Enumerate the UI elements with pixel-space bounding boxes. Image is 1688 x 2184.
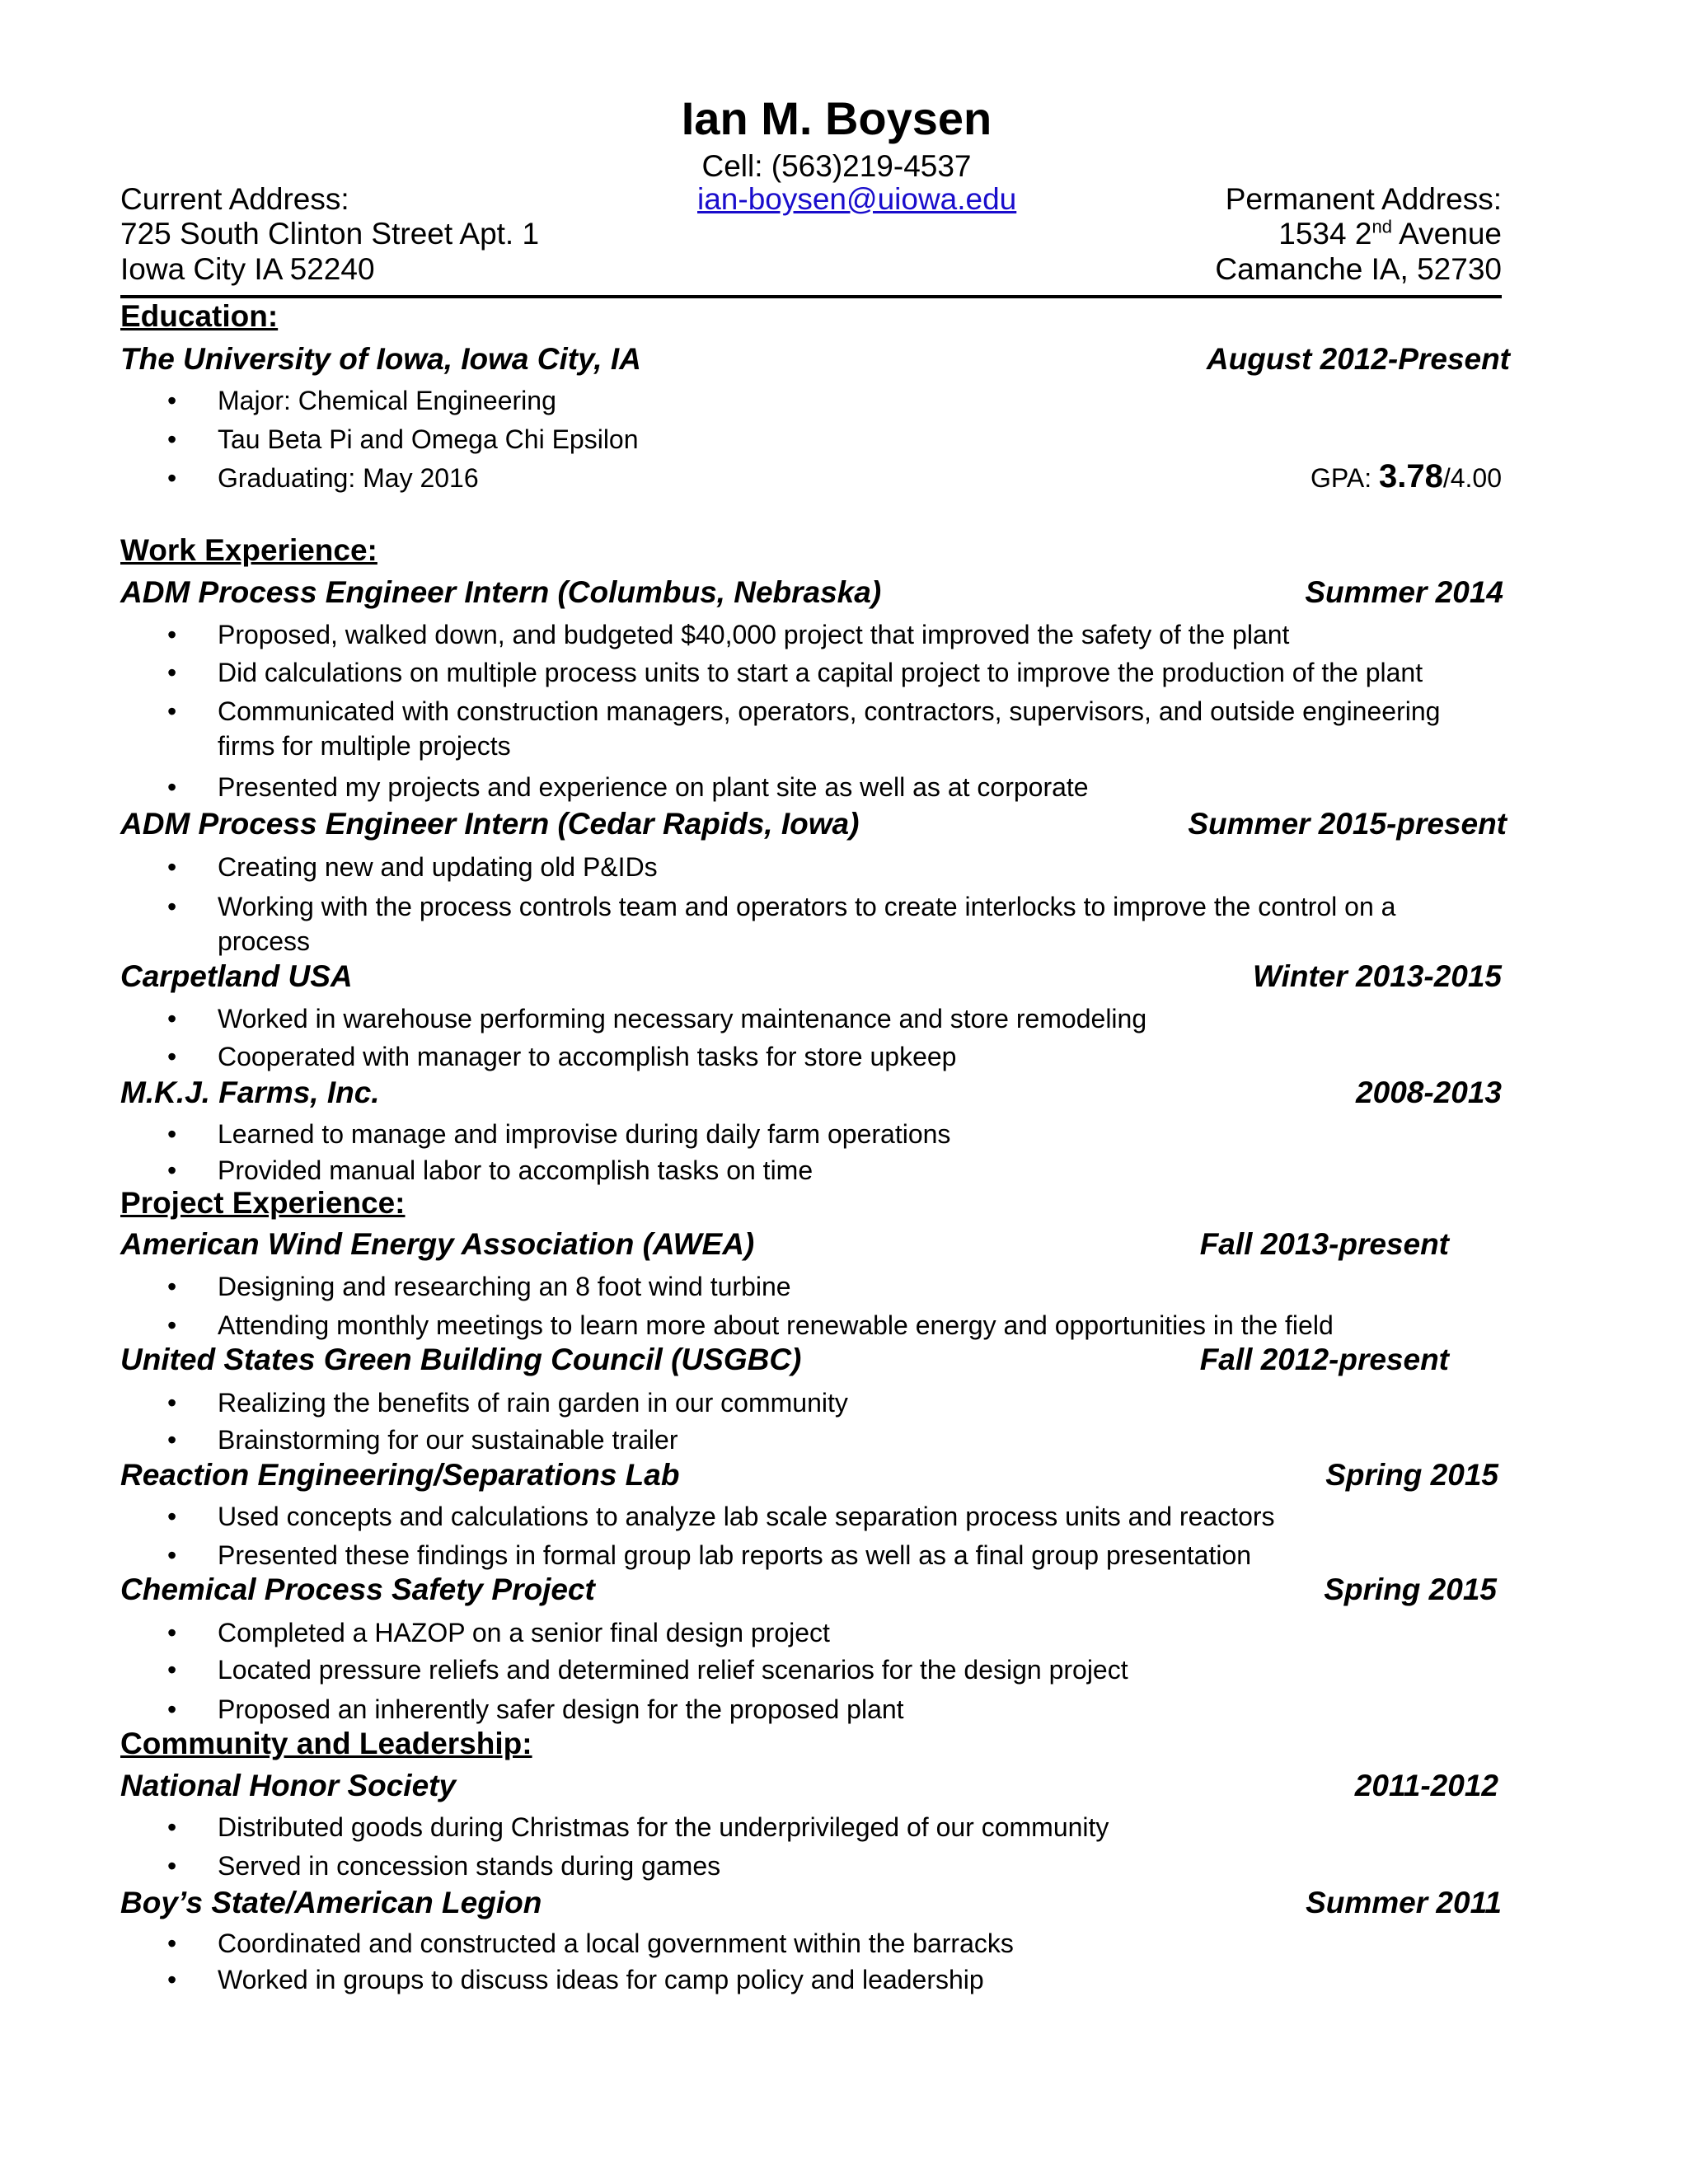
- section-community-heading: Community and Leadership:: [120, 1727, 532, 1760]
- work-entry-title: ADM Process Engineer Intern (Cedar Rapids, Iowa): [120, 807, 860, 841]
- section-education-heading: Education:: [120, 299, 279, 333]
- work-entry-title: Carpetland USA: [120, 959, 353, 993]
- list-item: Creating new and updating old P&IDs: [218, 852, 658, 882]
- bullet-dot: •: [167, 463, 177, 493]
- permanent-address-line1: 1534 2nd Avenue: [1278, 216, 1502, 251]
- community-entry-dates: Summer 2011: [1306, 1886, 1502, 1919]
- resume-name: Ian M. Boysen: [681, 92, 992, 144]
- education-school: The University of Iowa, Iowa City, IA: [120, 342, 641, 376]
- work-entry-title: M.K.J. Farms, Inc.: [120, 1076, 380, 1109]
- bullet-dot: •: [167, 1425, 177, 1455]
- list-item: Working with the process controls team and operators to create interlocks to improve the control on a: [218, 892, 1396, 921]
- project-entry-title: Chemical Process Safety Project: [120, 1572, 595, 1606]
- project-entry-title: United States Green Building Council (USGBC): [120, 1343, 802, 1376]
- bullet-dot: •: [167, 1119, 177, 1149]
- list-item: Presented my projects and experience on plant site as well as at corporate: [218, 772, 1089, 802]
- email-link[interactable]: ian-boysen@uiowa.edu: [697, 182, 1017, 216]
- list-item: Communicated with construction managers, operators, contractors, supervisors, and outside engineering: [218, 696, 1441, 726]
- list-item: Coordinated and constructed a local government within the barracks: [218, 1929, 1014, 1958]
- bullet-dot: •: [167, 852, 177, 882]
- bullet-dot: •: [167, 1272, 177, 1301]
- bullet-dot: •: [167, 1155, 177, 1185]
- section-work-heading: Work Experience:: [120, 533, 377, 567]
- list-item: Completed a HAZOP on a senior final design project: [218, 1618, 830, 1647]
- list-item-continuation: firms for multiple projects: [218, 731, 511, 761]
- bullet-dot: •: [167, 1004, 177, 1033]
- cell-phone: Cell: (563)219-4537: [701, 149, 972, 183]
- bullet-dot: •: [167, 1694, 177, 1724]
- section-projects-heading: Project Experience:: [120, 1186, 406, 1220]
- bullet-dot: •: [167, 620, 177, 649]
- bullet-dot: •: [167, 1929, 177, 1958]
- community-entry-dates: 2011-2012: [1354, 1769, 1498, 1802]
- work-entry-dates: Summer 2015-present: [1188, 807, 1507, 841]
- list-item: Graduating: May 2016: [218, 463, 479, 493]
- community-entry-title: Boy’s State/American Legion: [120, 1886, 542, 1919]
- work-entry-dates: Winter 2013-2015: [1253, 959, 1502, 993]
- community-entry-title: National Honor Society: [120, 1769, 457, 1802]
- list-item: Worked in warehouse performing necessary maintenance and store remodeling: [218, 1004, 1147, 1033]
- list-item: Distributed goods during Christmas for the underprivileged of our community: [218, 1812, 1109, 1842]
- bullet-dot: •: [167, 1655, 177, 1685]
- list-item: Cooperated with manager to accomplish tasks for store upkeep: [218, 1042, 957, 1071]
- bullet-dot: •: [167, 1388, 177, 1418]
- list-item: Provided manual labor to accomplish tasks on time: [218, 1155, 814, 1185]
- bullet-dot: •: [167, 892, 177, 921]
- permanent-address-line2: Camanche IA, 52730: [1215, 252, 1502, 286]
- bullet-dot: •: [167, 658, 177, 687]
- bullet-dot: •: [167, 386, 177, 415]
- bullet-dot: •: [167, 1618, 177, 1647]
- gpa: GPA: 3.78/4.00: [1310, 458, 1502, 494]
- work-entry-dates: 2008-2013: [1356, 1076, 1502, 1109]
- list-item-continuation: process: [218, 926, 311, 956]
- bullet-dot: •: [167, 424, 177, 454]
- bullet-dot: •: [167, 1812, 177, 1842]
- list-item: Realizing the benefits of rain garden in our community: [218, 1388, 848, 1418]
- list-item: Proposed, walked down, and budgeted $40,000 project that improved the safety of the plant: [218, 620, 1290, 649]
- bullet-dot: •: [167, 1502, 177, 1531]
- list-item: Tau Beta Pi and Omega Chi Epsilon: [218, 424, 639, 454]
- list-item: Designing and researching an 8 foot wind turbine: [218, 1272, 791, 1301]
- bullet-dot: •: [167, 1540, 177, 1570]
- bullet-dot: •: [167, 772, 177, 802]
- list-item: Did calculations on multiple process units to start a capital project to improve the production of the plant: [218, 658, 1423, 687]
- list-item: Served in concession stands during games: [218, 1851, 721, 1881]
- bullet-dot: •: [167, 1042, 177, 1071]
- current-address-line2: Iowa City IA 52240: [120, 252, 375, 286]
- project-entry-title: American Wind Energy Association (AWEA): [120, 1227, 755, 1261]
- project-entry-dates: Spring 2015: [1324, 1572, 1497, 1606]
- list-item: Brainstorming for our sustainable trailer: [218, 1425, 678, 1455]
- list-item: Presented these findings in formal group lab reports as well as a final group presentation: [218, 1540, 1252, 1570]
- bullet-dot: •: [167, 1310, 177, 1340]
- project-entry-title: Reaction Engineering/Separations Lab: [120, 1458, 680, 1492]
- project-entry-dates: Fall 2012-present: [1199, 1343, 1449, 1376]
- bullet-dot: •: [167, 1965, 177, 1994]
- work-entry-dates: Summer 2014: [1305, 575, 1503, 609]
- list-item: Attending monthly meetings to learn more about renewable energy and opportunities in the field: [218, 1310, 1334, 1340]
- bullet-dot: •: [167, 1851, 177, 1881]
- project-entry-dates: Spring 2015: [1325, 1458, 1498, 1492]
- list-item: Used concepts and calculations to analyze lab scale separation process units and reactors: [218, 1502, 1275, 1531]
- list-item: Major: Chemical Engineering: [218, 386, 556, 415]
- list-item: Worked in groups to discuss ideas for camp policy and leadership: [218, 1965, 984, 1994]
- education-dates: August 2012-Present: [1206, 342, 1510, 376]
- current-address-line1: 725 South Clinton Street Apt. 1: [120, 217, 540, 251]
- list-item: Located pressure reliefs and determined relief scenarios for the design project: [218, 1655, 1128, 1685]
- project-entry-dates: Fall 2013-present: [1199, 1227, 1449, 1261]
- list-item: Learned to manage and improvise during daily farm operations: [218, 1119, 951, 1149]
- list-item: Proposed an inherently safer design for the proposed plant: [218, 1694, 904, 1724]
- work-entry-title: ADM Process Engineer Intern (Columbus, Nebraska): [120, 575, 882, 609]
- header-divider: [120, 295, 1502, 298]
- bullet-dot: •: [167, 696, 177, 726]
- permanent-address-label: Permanent Address:: [1225, 182, 1502, 216]
- current-address-label: Current Address:: [120, 182, 349, 216]
